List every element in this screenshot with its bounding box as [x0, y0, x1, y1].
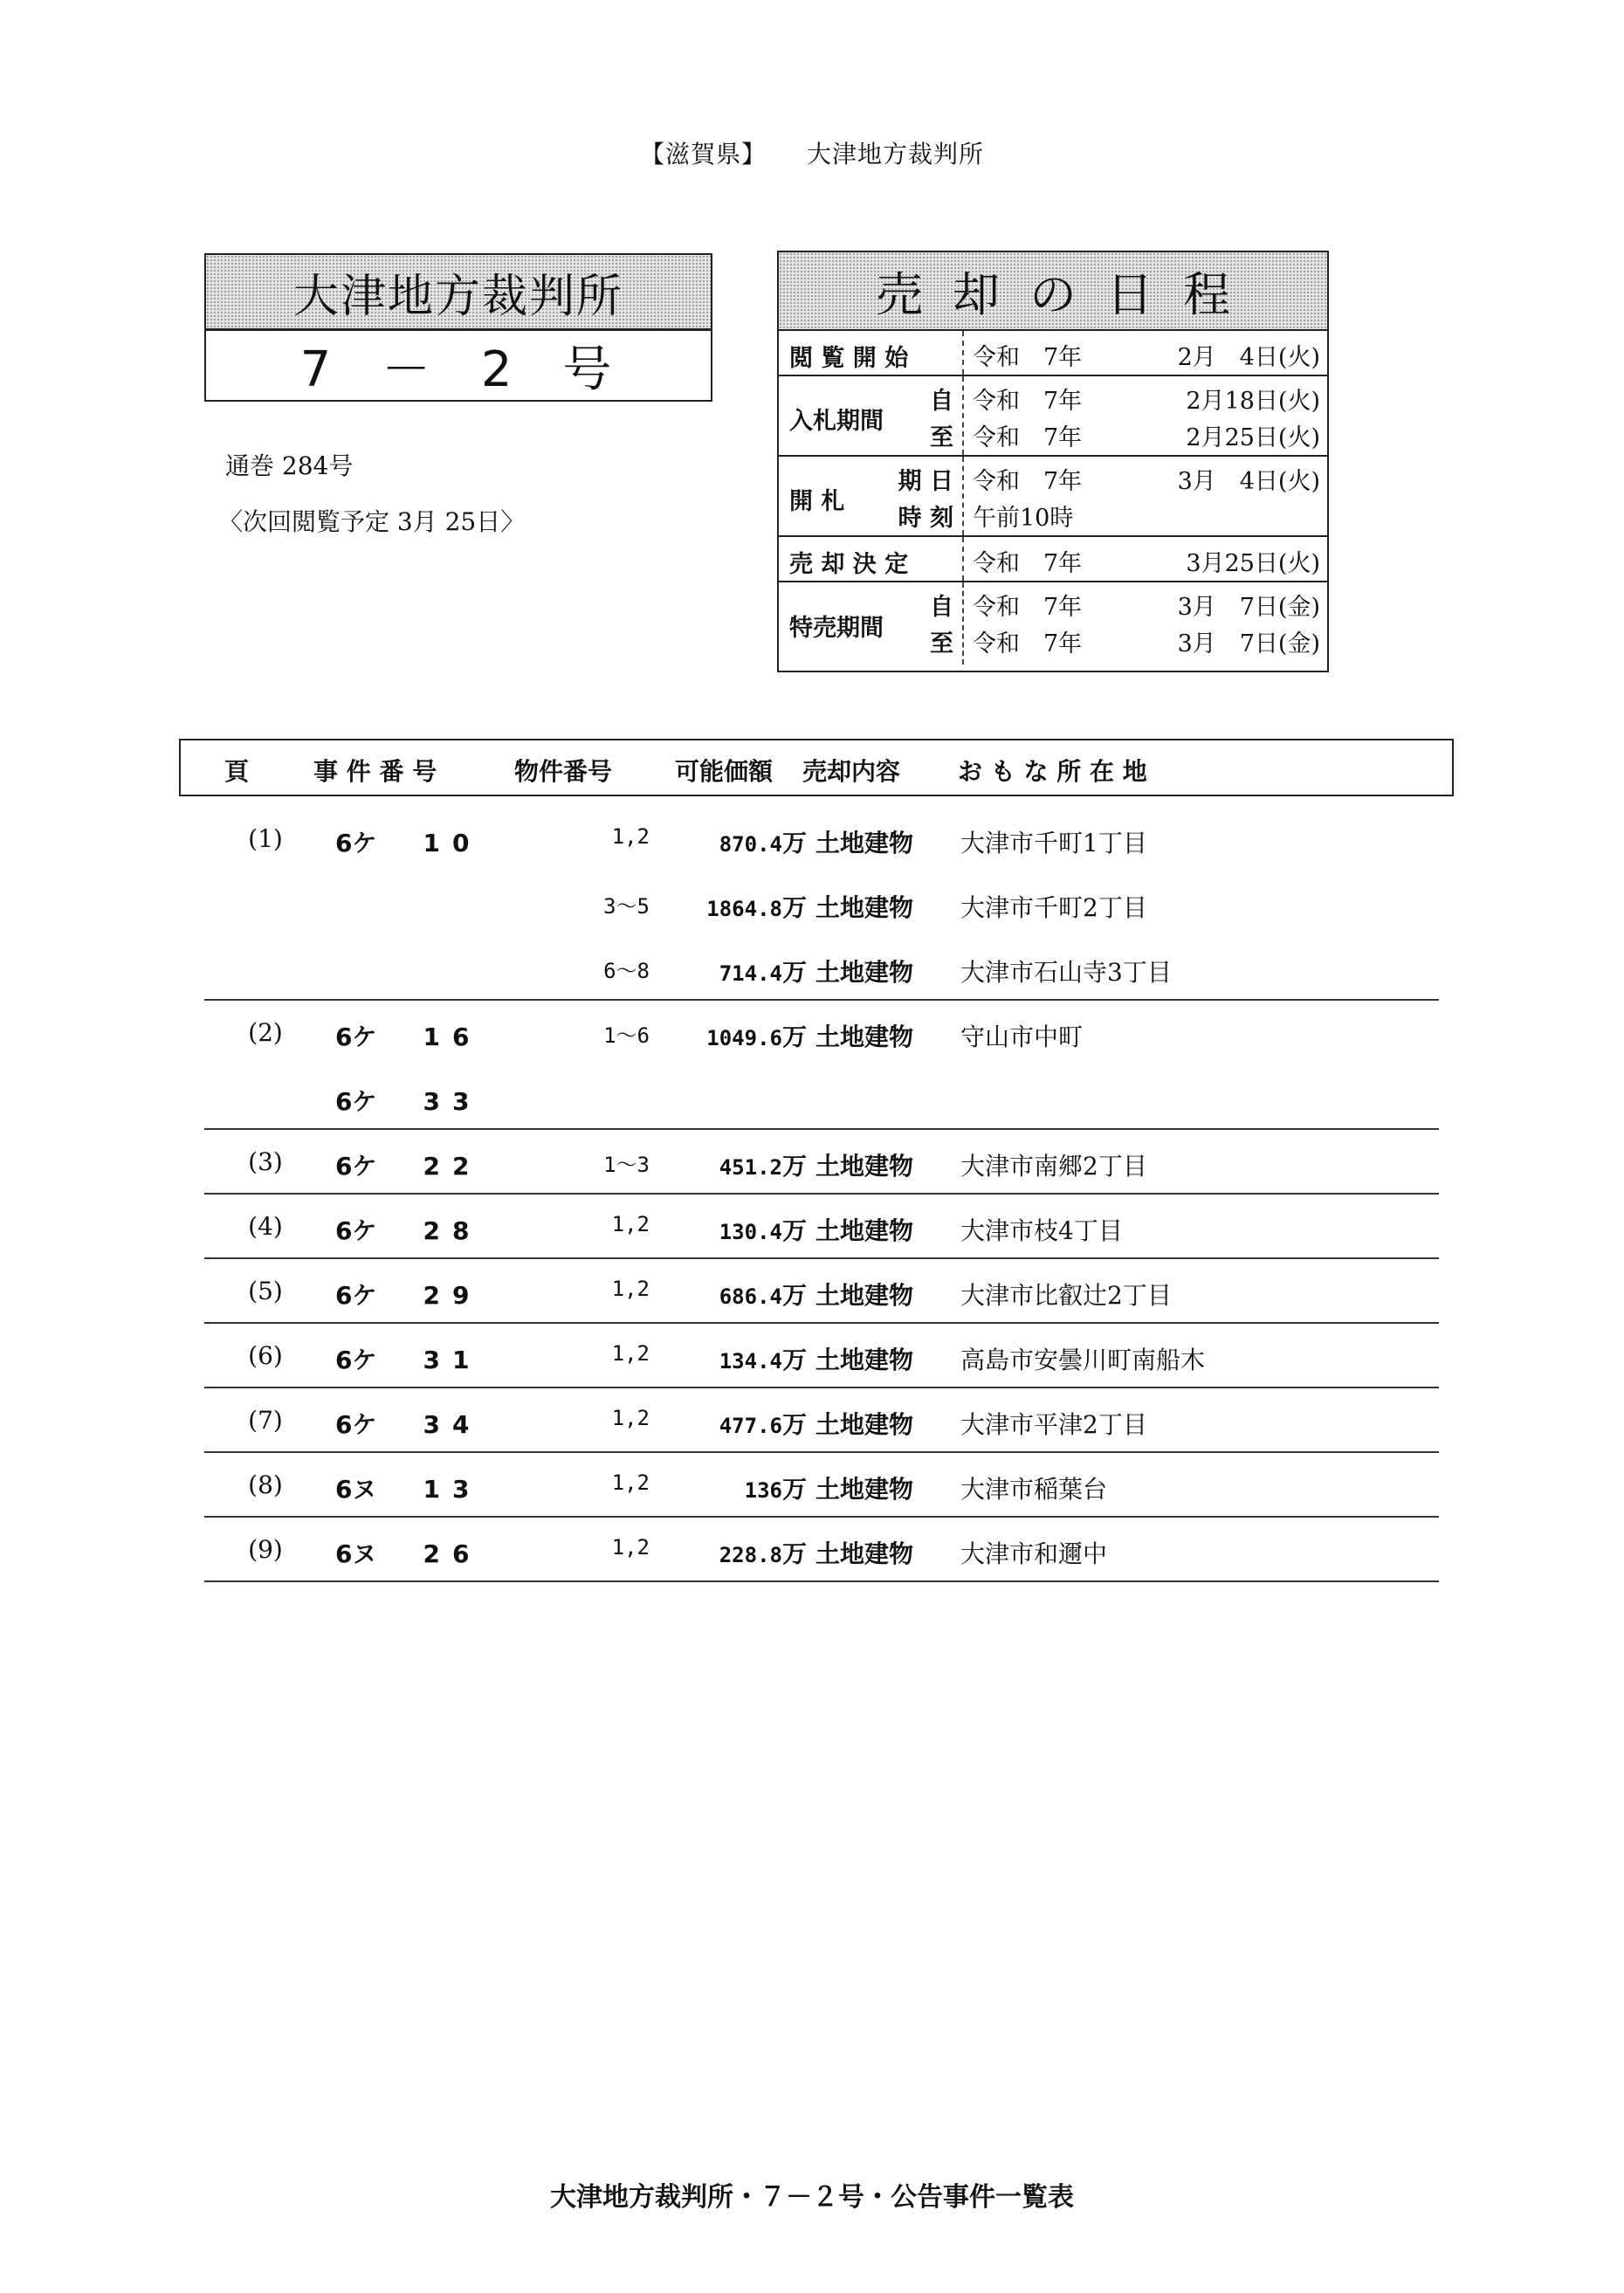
- row-divider: [204, 1451, 1439, 1453]
- schedule-sublabel: 期 日: [898, 468, 953, 495]
- price-value: 714.4: [719, 961, 782, 986]
- case-type: 6ヌ: [335, 1539, 377, 1568]
- table-row: [204, 1518, 1439, 1582]
- cell-page: (8): [248, 1470, 283, 1499]
- schedule-rows: [779, 331, 1327, 664]
- next-viewing: 〈次回閲覧予定 3月 25日〉: [218, 507, 526, 536]
- price-value: 228.8: [719, 1543, 782, 1567]
- header-case: 事 件 番 号: [313, 757, 437, 786]
- cell-price: [667, 1470, 807, 1505]
- cell-item: 1～3: [603, 1153, 650, 1177]
- price-unit: 万: [781, 1539, 807, 1568]
- cell-price: [667, 824, 807, 859]
- cell-item: 3～5: [603, 894, 650, 919]
- case-number: 13: [423, 1475, 482, 1504]
- cell-price: [667, 1341, 807, 1376]
- cell-type: 土地建物: [815, 1281, 914, 1310]
- schedule-sublabel: 自: [930, 594, 953, 621]
- price-unit: 万: [781, 1152, 807, 1181]
- cell-item: 1,2: [611, 1341, 650, 1366]
- schedule-label-text: 入札期間: [789, 408, 884, 435]
- cell-page: (3): [248, 1147, 283, 1176]
- case-number: 33: [423, 1087, 482, 1116]
- volume-number: 通巻 284号: [225, 451, 354, 480]
- schedule-value: [973, 624, 1320, 658]
- title-box: [204, 253, 712, 402]
- schedule-date: 3月 7日(金): [1177, 630, 1320, 658]
- price-unit: 万: [781, 1281, 807, 1310]
- cell-page: (2): [248, 1018, 283, 1047]
- schedule-box: [777, 251, 1329, 672]
- prefecture-label: 【滋賀県】: [640, 140, 767, 169]
- table-header: [179, 739, 1454, 796]
- cell-price: [667, 1277, 807, 1312]
- cell-type: 土地建物: [815, 1475, 914, 1504]
- schedule-value: [973, 588, 1320, 622]
- header-item: 物件番号: [514, 757, 613, 786]
- price-unit: 万: [781, 893, 807, 922]
- court-label: 大津地方裁判所: [806, 140, 984, 169]
- schedule-date: 3月 7日(金): [1177, 594, 1320, 621]
- page-footer: 大津地方裁判所・７－２号・公告事件一覧表: [550, 2182, 1074, 2213]
- case-number: 29: [423, 1281, 482, 1310]
- title-court: 大津地方裁判所: [206, 255, 711, 331]
- schedule-date: 2月25日(火): [1186, 424, 1320, 451]
- price-unit: 万: [781, 1216, 807, 1245]
- price-value: 686.4: [719, 1284, 782, 1309]
- cell-item: 1,2: [611, 1470, 650, 1495]
- title-number: 7 － 2 号: [299, 341, 617, 398]
- schedule-era: 令和 7年: [973, 468, 1083, 495]
- cell-location: 大津市石山寺3丁目: [960, 958, 1172, 987]
- cell-type: 土地建物: [815, 1539, 914, 1568]
- schedule-row: [779, 582, 1327, 664]
- schedule-row: [779, 537, 1327, 582]
- schedule-era: 令和 7年: [973, 594, 1083, 621]
- cell-price: [667, 1406, 807, 1441]
- schedule-row: [779, 331, 1327, 376]
- schedule-value: [973, 338, 1320, 372]
- cell-page: (7): [248, 1406, 283, 1435]
- cell-location: 大津市和邇中: [960, 1539, 1108, 1568]
- cell-type: 土地建物: [815, 1410, 914, 1439]
- cell-location: 大津市比叡辻2丁目: [960, 1281, 1172, 1310]
- cell-page: (1): [248, 824, 283, 853]
- schedule-label-text: 特売期間: [789, 615, 884, 642]
- cell-location: 守山市中町: [960, 1023, 1084, 1051]
- cell-type: 土地建物: [815, 829, 914, 857]
- case-type: 6ケ: [335, 1087, 377, 1116]
- price-value: 477.6: [719, 1414, 782, 1438]
- schedule-title: 売却の日程: [779, 252, 1327, 331]
- schedule-label-text: 開 札: [789, 488, 845, 515]
- cell-item: 1,2: [611, 1277, 650, 1301]
- cell-case: [335, 1470, 481, 1505]
- cell-price: [667, 889, 807, 924]
- schedule-row: [779, 457, 1327, 537]
- table-row: [204, 1388, 1439, 1453]
- cell-case: [335, 824, 481, 859]
- cell-location: 大津市千町2丁目: [960, 893, 1147, 922]
- price-value: 134.4: [719, 1349, 782, 1374]
- case-number: 10: [423, 829, 482, 857]
- cell-location: 大津市南郷2丁目: [960, 1152, 1147, 1181]
- price-value: 1864.8: [706, 897, 782, 921]
- cell-location: 大津市枝4丁目: [960, 1216, 1123, 1245]
- cell-page: (5): [248, 1277, 283, 1305]
- case-number: 31: [423, 1346, 482, 1374]
- case-type: 6ケ: [335, 1216, 377, 1245]
- table-row: [204, 1001, 1439, 1065]
- cell-type: 土地建物: [815, 1152, 914, 1181]
- cell-location: 高島市安曇川町南船木: [960, 1346, 1206, 1374]
- cell-type: 土地建物: [815, 1023, 914, 1051]
- cell-case: [335, 1406, 481, 1441]
- case-number: 28: [423, 1216, 482, 1245]
- cell-case: [335, 1341, 481, 1376]
- cell-type: 土地建物: [815, 1346, 914, 1374]
- schedule-label-text: 閲 覧 開 始: [789, 345, 909, 372]
- row-divider: [204, 1128, 1439, 1130]
- cell-case: [335, 1018, 481, 1053]
- schedule-era: 午前10時: [973, 505, 1074, 532]
- cell-case: [335, 889, 440, 918]
- case-number: 26: [423, 1539, 482, 1568]
- schedule-era: 令和 7年: [973, 424, 1083, 451]
- schedule-date: 3月25日(火): [1186, 550, 1320, 577]
- row-divider: [204, 1322, 1439, 1324]
- cell-case: [335, 1212, 481, 1247]
- cell-price: [667, 1147, 807, 1182]
- row-divider: [204, 999, 1439, 1001]
- price-value: 136: [744, 1478, 782, 1503]
- schedule-sublabel: 時 刻: [898, 505, 953, 532]
- case-type: 6ケ: [335, 1152, 377, 1181]
- schedule-era: 令和 7年: [973, 630, 1083, 658]
- case-type: 6ケ: [335, 1410, 377, 1439]
- schedule-value: [973, 462, 1320, 496]
- schedule-value: [973, 499, 1320, 533]
- price-value: 870.4: [719, 832, 782, 857]
- header-price: 可能価額: [675, 757, 774, 786]
- row-divider: [204, 1193, 1439, 1195]
- case-number: 22: [423, 1152, 482, 1181]
- cell-case: [335, 1083, 481, 1118]
- cell-page: (4): [248, 1212, 283, 1241]
- schedule-label: [779, 582, 964, 664]
- schedule-date: 3月 4日(火): [1177, 468, 1320, 495]
- schedule-era: 令和 7年: [973, 550, 1083, 577]
- schedule-row: [779, 376, 1327, 457]
- table-row: [204, 1324, 1439, 1388]
- schedule-label: [779, 331, 964, 375]
- cell-location: 大津市稲葉台: [960, 1475, 1108, 1504]
- table-row: [204, 1065, 1439, 1130]
- table-row: [204, 1130, 1439, 1195]
- cell-item: 1～6: [603, 1023, 650, 1048]
- cell-location: 大津市平津2丁目: [960, 1410, 1147, 1439]
- cell-type: 土地建物: [815, 1216, 914, 1245]
- schedule-sublabel: 自: [930, 388, 953, 415]
- schedule-value: [973, 544, 1320, 578]
- table-row: [204, 1259, 1439, 1324]
- cell-type: 土地建物: [815, 958, 914, 987]
- header-type: 売却内容: [802, 757, 901, 786]
- schedule-sublabel: 至: [930, 424, 953, 451]
- cell-page: (9): [248, 1535, 283, 1564]
- cell-case: [335, 1277, 481, 1312]
- price-unit: 万: [781, 1023, 807, 1051]
- cell-item: 6～8: [603, 959, 650, 983]
- cell-price: [667, 1018, 807, 1053]
- case-type: 6ケ: [335, 1023, 377, 1051]
- row-divider: [204, 1387, 1439, 1388]
- schedule-era: 令和 7年: [973, 344, 1083, 371]
- schedule-value: [973, 418, 1320, 452]
- schedule-date: 2月18日(火): [1186, 388, 1320, 415]
- schedule-sublabel: 至: [930, 630, 953, 658]
- table-row: [204, 1453, 1439, 1518]
- price-unit: 万: [781, 829, 807, 857]
- cell-price: [667, 954, 807, 988]
- cell-case: [335, 954, 440, 982]
- cell-type: 土地建物: [815, 893, 914, 922]
- cell-item: 1,2: [611, 1406, 650, 1430]
- case-type: 6ヌ: [335, 1475, 377, 1504]
- price-unit: 万: [781, 1346, 807, 1374]
- price-value: 130.4: [719, 1220, 782, 1244]
- table-row: [204, 1195, 1439, 1259]
- table-row: [204, 871, 1439, 936]
- schedule-value: [973, 382, 1320, 416]
- price-value: 451.2: [719, 1155, 782, 1180]
- table-row: [204, 807, 1439, 871]
- row-divider: [204, 1580, 1439, 1582]
- header-location: お も な 所 在 地: [958, 757, 1147, 786]
- cell-item: 1,2: [611, 1212, 650, 1236]
- case-type: 6ケ: [335, 1281, 377, 1310]
- cell-case: [335, 1147, 481, 1182]
- cell-item: 1,2: [611, 1535, 650, 1560]
- table-row: [204, 936, 1439, 1001]
- cell-item: 1,2: [611, 824, 650, 849]
- case-number: 16: [423, 1023, 482, 1051]
- schedule-label: [779, 376, 964, 455]
- case-type: 6ケ: [335, 829, 377, 857]
- page-header: [0, 135, 1624, 170]
- schedule-date: [1104, 499, 1320, 533]
- schedule-label: [779, 457, 964, 535]
- cell-page: (6): [248, 1341, 283, 1370]
- cell-price: [667, 1535, 807, 1570]
- cell-location: 大津市千町1丁目: [960, 829, 1147, 857]
- price-unit: 万: [781, 1410, 807, 1439]
- schedule-label-text: 売 却 決 定: [789, 551, 909, 578]
- case-type: 6ケ: [335, 1346, 377, 1374]
- cell-case: [335, 1535, 481, 1570]
- header-page: 頁: [224, 757, 250, 786]
- schedule-label: [779, 537, 964, 581]
- price-unit: 万: [781, 958, 807, 987]
- schedule-date: 2月 4日(火): [1177, 344, 1320, 371]
- row-divider: [204, 1257, 1439, 1259]
- schedule-era: 令和 7年: [973, 388, 1083, 415]
- case-number: 34: [423, 1410, 482, 1439]
- cell-price: [667, 1212, 807, 1247]
- price-value: 1049.6: [706, 1026, 782, 1050]
- row-divider: [204, 1516, 1439, 1518]
- price-unit: 万: [781, 1475, 807, 1504]
